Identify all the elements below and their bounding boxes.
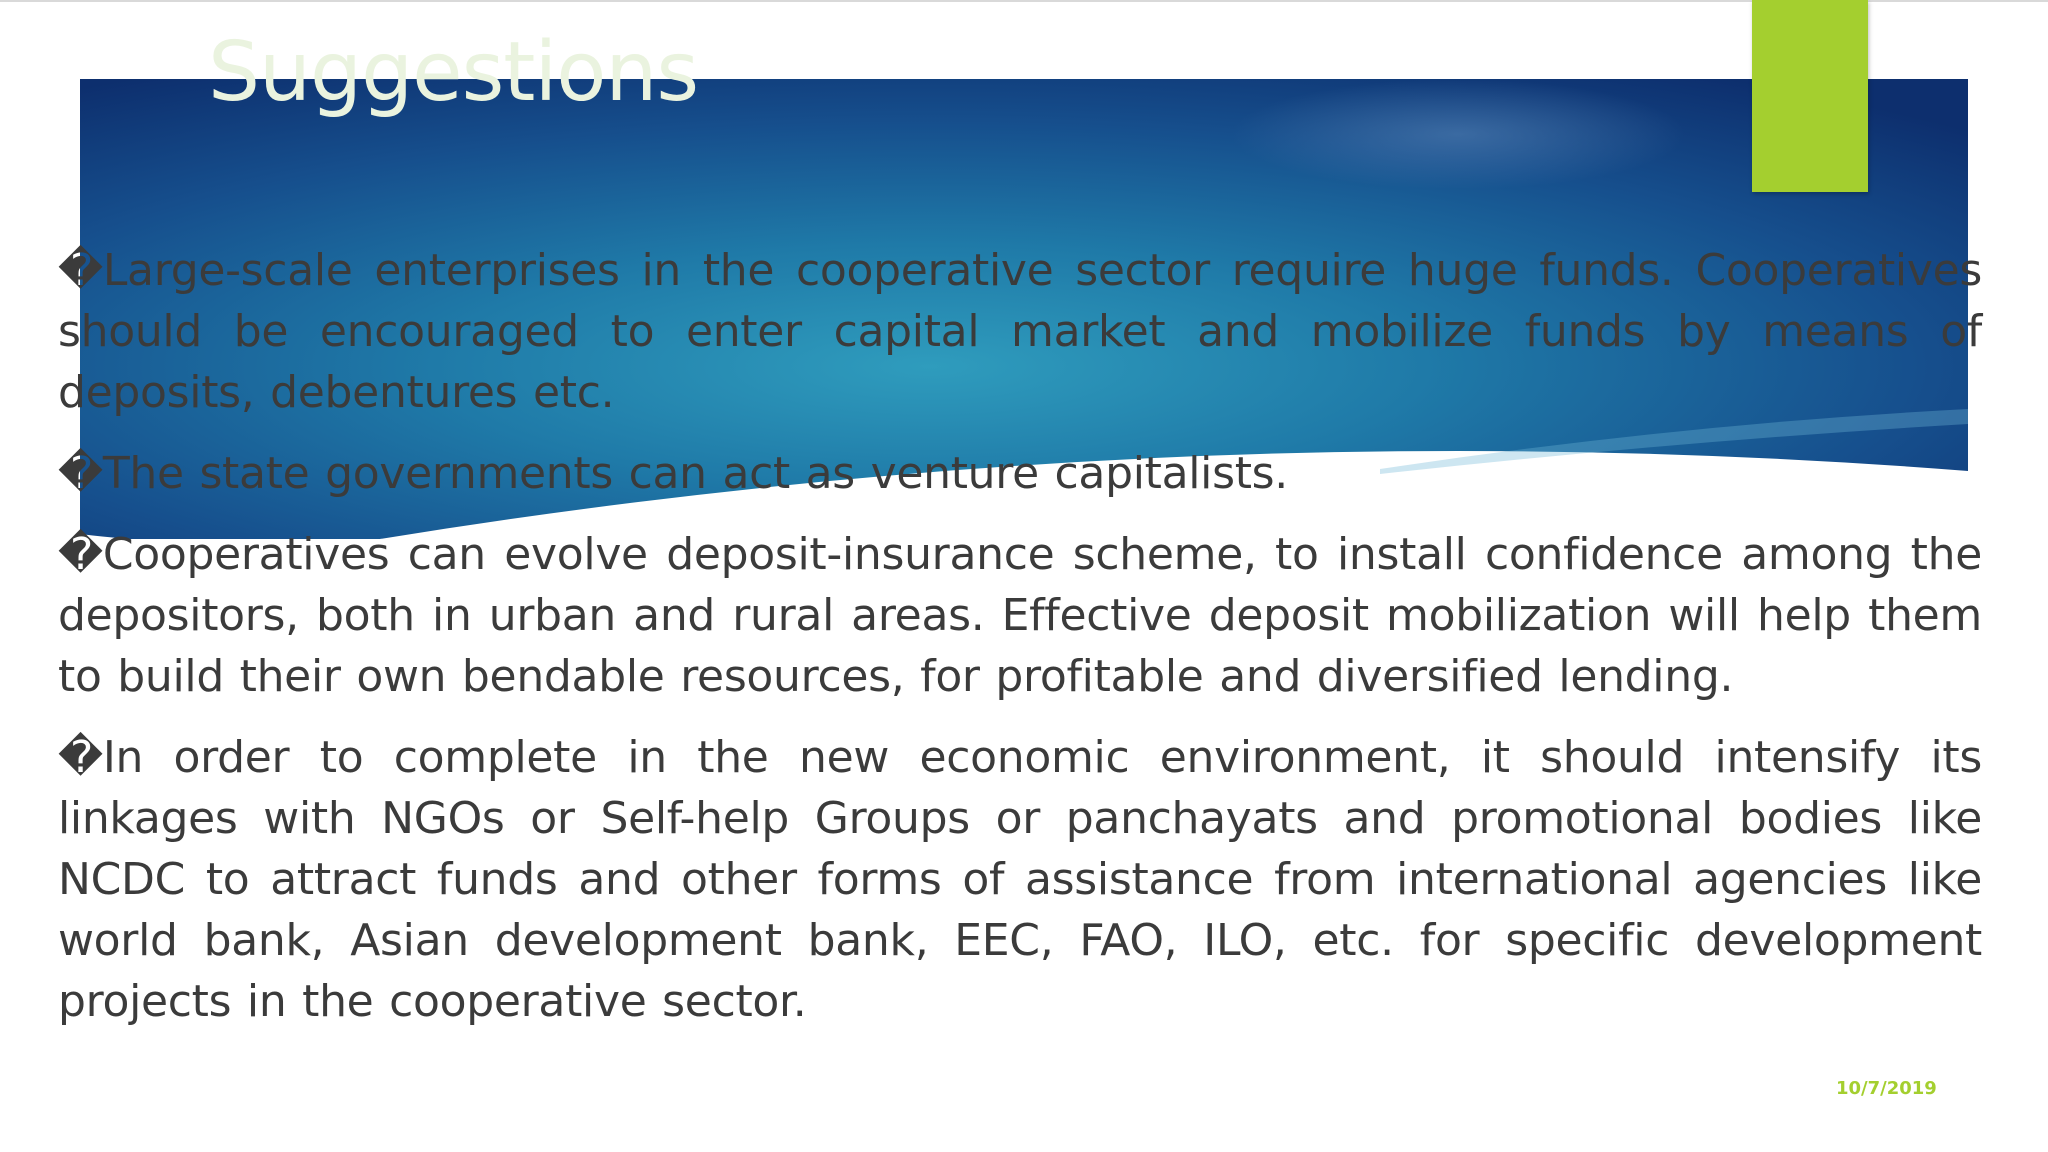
bullet-paragraph-1: �Large-scale enterprises in the cooperative sector require huge funds. Cooperatives should be encouraged to enter capital market and mobilize funds by means of deposits, debentures etc. xyxy=(58,245,1982,418)
slide-date: 10/7/2019 xyxy=(1836,1078,1937,1099)
bullet-paragraph-3: �Cooperatives can evolve deposit-insurance scheme, to install confidence among the depositors, both in urban and rural areas. Effective deposit mobilization will help them to build their own bendable resources, for profitable and diversified lending. xyxy=(58,529,1982,702)
accent-bar xyxy=(1752,0,1868,192)
top-divider xyxy=(0,0,2048,2)
bullet-paragraph-2: �The state governments can act as venture capitalists. xyxy=(58,448,1288,499)
bullet-list xyxy=(58,240,1982,1052)
slide-title: Suggestions xyxy=(208,25,699,120)
bullet-paragraph-4: �In order to complete in the new economic environment, it should intensify its linkages with NGOs or Self-help Groups or panchayats and promotional bodies like NCDC to attract funds and other forms of assistance from international agencies like world bank, Asian development bank, EEC, FAO, ILO, etc. for specific development projects in the cooperative sector. xyxy=(58,732,1982,1027)
